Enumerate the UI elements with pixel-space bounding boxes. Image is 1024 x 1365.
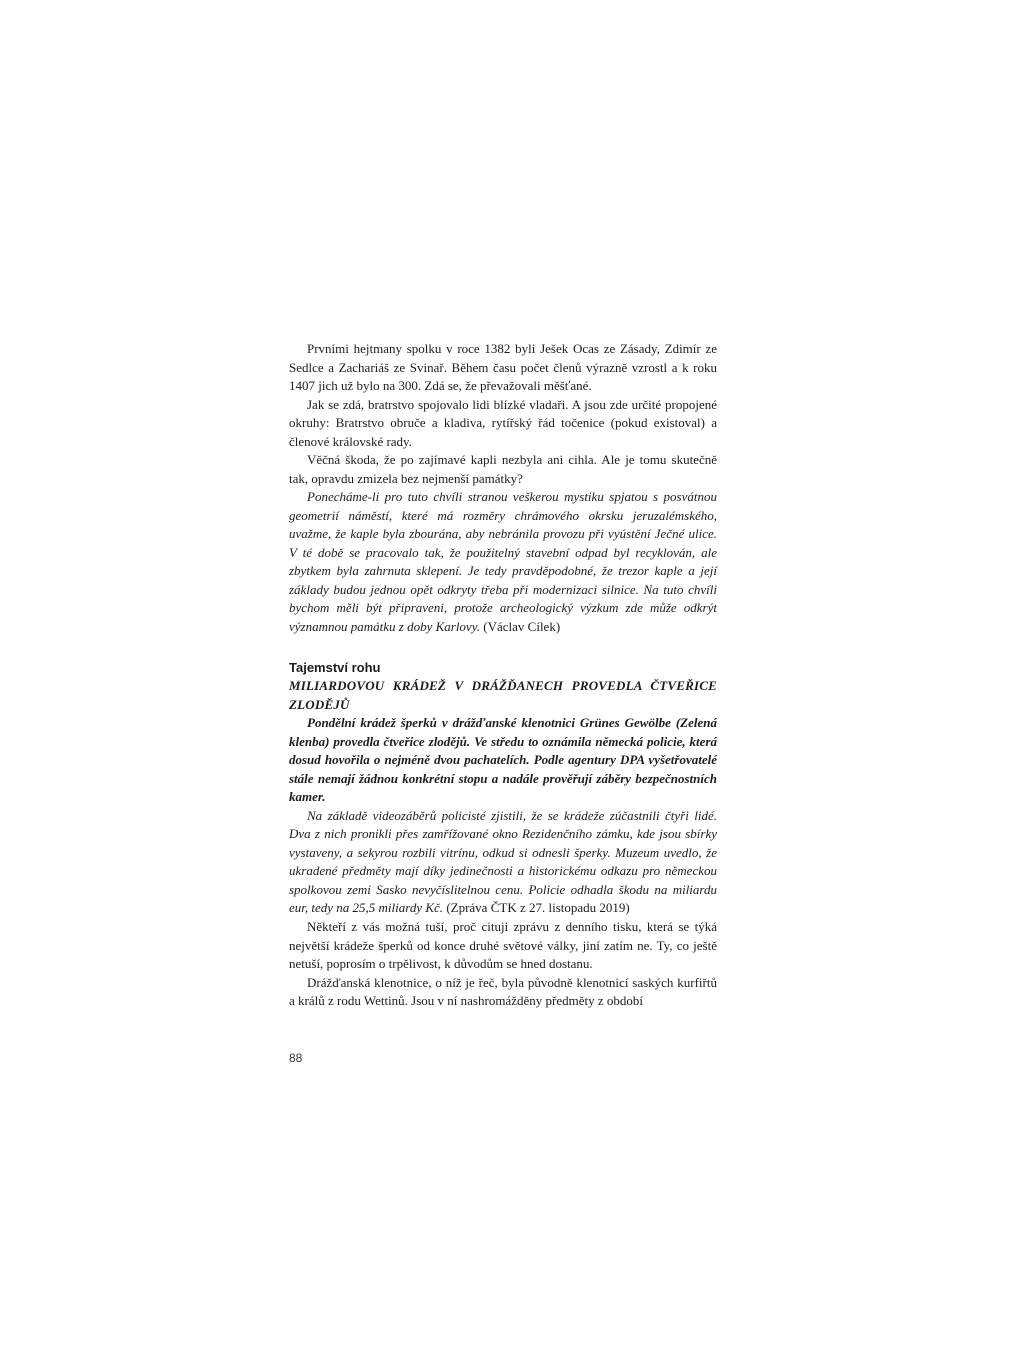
closing-text <box>289 918 717 1011</box>
intro-paragraph-4 <box>289 488 717 636</box>
news-lead: Pondělní krádež šperků v drážďanské klenotnici Grünes Gewölbe (Zelená klenba) provedla čtveřice zlodějů. Ve středu to oznámila německá policie, která dosud hovořila o nejméně dvou pachatelích. Podle agentury DPA vyšetřovatelé stále nemají žádnou konkrétní stopu a nadále prověřují záběry bezpečnostních kamer. <box>289 715 717 804</box>
page-number: 88 <box>289 1051 303 1065</box>
intro-text <box>289 340 717 636</box>
intro-paragraph-2: Jak se zdá, bratrstvo spojovalo lidi blízké vladaři. A jsou zde určité propojené okruhy: Bratrstvo obruče a kladiva, rytířský řád točenice (pokud existoval) a členové královské rady. <box>289 396 717 449</box>
intro-paragraph-1: Prvními hejtmany spolku v roce 1382 byli Ješek Ocas ze Zásady, Zdimír ze Sedlce a Zachariáš ze Svinař. Během času počet členů výrazně vzrostl a k roku 1407 jich už bylo na 300. Zdá se, že převažovali měšťané. <box>289 341 717 393</box>
news-body <box>289 807 717 918</box>
news-headline: MILIARDOVOU KRÁDEŽ V DRÁŽĎANECH PROVEDLA ČTVEŘICE ZLODĚJŮ <box>289 678 717 712</box>
quote-source: (Václav Cílek) <box>480 618 561 634</box>
closing-paragraph-1: Někteří z vás možná tuší, proč cituji zprávu z denního tisku, která se týká největší krádeže šperků od konce druhé světové války, jiní zatím ne. Ty, co ještě netuší, poprosím o trpělivost, k důvodům se hned dostanu. <box>289 919 717 971</box>
news-body-text: Na základě videozáběrů policisté zjistili, že se krádeže zúčastnili čtyři lidé. Dva z nich pronikli přes zamřížované okno Rezidenčního zámku, kde jsou sbírky vystaveny, a sekyrou rozbili vitrínu, odkud si odnesli šperky. Muzeum uvedlo, že ukradené předměty mají díky jedinečnosti a historickému odkazu pro německou spolkovou zemi Sasko nevyčíslitelnou cenu. Policie odhadla škodu na miliardu eur, tedy na 25,5 miliardy Kč. <box>289 807 717 915</box>
section-heading: Tajemství rohu <box>289 660 381 675</box>
closing-paragraph-2: Drážďanská klenotnice, o níž je řeč, byla původně klenotnicí saských kurfiřtů a králů z rodu Wettinů. Jsou v ní nashromážděny předměty z období <box>289 974 717 1008</box>
news-section <box>289 658 717 918</box>
quote-text: Ponecháme-li pro tuto chvíli stranou veškerou mystiku spjatou s posvátnou geometrií náměstí, které má rozměry chrámového okrsku jeruzalémského, uvažme, že kaple byla zbourána, aby nebránila provozu při vyústění Ječné ulice. V té době se pracovalo tak, že použitelný stavební odpad byl recyklován, ale zbytkem byla zahrnuta sklepení. Je tedy pravděpodobné, že trezor kaple a její základy budou jednou opět odkryty třeba při modernizaci silnice. Na tuto chvíli bychom měli být připraveni, protože archeologický výzkum zde může odkrýt významnou památku z doby Karlovy. <box>289 489 717 634</box>
intro-paragraph-3: Věčná škoda, že po zajímavé kapli nezbyla ani cihla. Ale je tomu skutečně tak, opravdu zmizela bez nejmenší památky? <box>289 452 717 486</box>
news-source: (Zpráva ČTK z 27. listopadu 2019) <box>443 900 630 915</box>
